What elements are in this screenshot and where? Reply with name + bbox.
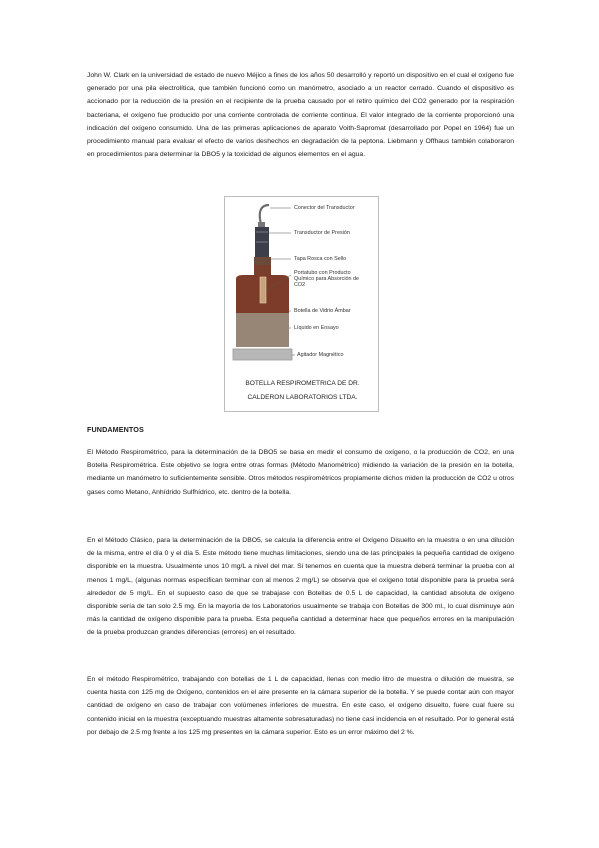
stirrer-label: Agitador Magnético bbox=[297, 352, 344, 358]
section-heading: FUNDAMENTOS bbox=[87, 425, 144, 434]
classic-method-paragraph: En el Método Clásico, para la determinación de la DBO5, se calcula la diferencia entre el Oxígeno Disuelto en la muestra o en una dilución de la misma, entre el día 0 y el día 5. Este método tiene muchas limitaciones, siendo una de las principales la pequeña cantidad de oxígeno disponible en la muestra. Usualmente unos 10 mg/L a nivel del mar. Si tenemos en cuenta que la muestra deberá terminar la prueba con al menos 1 mg/L, (algunas normas especifican terminar con al menos 2 mg/L) se observa que el oxígeno total disponible para la prueba será alrededor de 5 mg/L. En el supuesto caso de que se trabajase con Botellas de 0.5 L de capacidad, la cantidad absoluta de oxígeno disponible sería de tan solo 2.5 mg. En la mayoría de los Laboratorios usualmente se trabaja con Botellas de 300 ml., lo cual disminuye aún más la cantidad de oxígeno disponible para la prueba. Esta pequeña cantidad a determinar hace que pequeños errores en la manipulación de la prueba produzcan grandes diferencias (errores) en el resultado. bbox=[87, 537, 514, 637]
transducer-label: Transductor de Presión bbox=[294, 230, 350, 236]
holder-label: Portatubo con Producto Químico para Absorción de CO2 bbox=[294, 270, 360, 288]
sample-label: Líquido en Ensayo bbox=[294, 325, 339, 331]
fundamentals-paragraph: El Método Respirométrico, para la determinación de la DBO5 se basa en medir el consumo de oxígeno, o la producción de CO2, en una Botella Respirométrica. Este objetivo se logra entre otras formas (Método Manométrico) midiendo la variación de la presión en la botella, mediante un manómetro lo suficientemente sensible. Otros métodos respirométricos propiamente dichos miden la producción de CO2 u otros gases como Metano, Anhídrido Sulfhídrico, etc. dentro de la botella. bbox=[87, 449, 514, 496]
bottle-label: Botella de Vidrio Ámbar bbox=[294, 308, 351, 314]
cap-shape bbox=[254, 257, 271, 265]
intro-paragraph: John W. Clark en la universidad de estado de nuevo Méjico a fines de los años 50 desarrolló y reportó un dispositivo en el cual el oxígeno fue generado por una pila electrolítica, que también funcionó como un manómetro, asociado a un reactor cerrado. Cuando el dispositivo es accionado por la reducción de la presión en el recipiente de la prueba causado por el retiro químico del CO2 generado por la respiración bacteriana, el oxígeno fue producido por una corriente controlada de corriente continua. El valor integrado de la corriente proporcionó una indicación del oxígeno consumido. Una de las primeras aplicaciones de aparato Voith-Sapromat (desarrollado por Popel en 1964) fue un procedimiento manual para evaluar el efecto de varios deshechos en degradación de la peptona. Liebmann y Offhaus también colaboraron en procedimientos para determinar la DBO5 y la toxicidad de algunos elementos en el agua. bbox=[87, 72, 514, 159]
connector-label: Conector del Transductor bbox=[294, 205, 355, 211]
liquid-shape bbox=[236, 313, 289, 347]
figure-caption-line-2: CALDERON LABORATORIOS LTDA. bbox=[247, 394, 358, 401]
respirometric-method-paragraph: En el método Respirométrico, trabajando con botellas de 1 L de capacidad, llenas con medio litro de muestra o dilución de muestra, se cuenta hasta con 125 mg de Oxígeno, contenidos en el aire presente en la cámara superior de la botella. Y se puede contar aún con mayor cantidad de oxígeno en caso de trabajar con volúmenes inferiores de muestra. En este caso, el oxígeno disuelto, fuere cual fuere su contenido inicial en la muestra (exceptuando muestras altamente sobresaturadas) no tiene casi incidencia en el resultado. Por lo general está por debajo de 2.5 mg frente a los 125 mg presentes en la cámara superior. Esto es un error máximo del 2 %. bbox=[87, 676, 514, 736]
respirometric-bottle-figure bbox=[224, 196, 379, 412]
absorber-tube-shape bbox=[260, 277, 266, 303]
figure-caption-line-1: BOTELLA RESPIROMETRICA DE DR. bbox=[245, 380, 360, 387]
cap-label: Tapa Rosca con Sello bbox=[294, 256, 347, 262]
stirrer-shape bbox=[233, 349, 292, 360]
bottle-neck-shape bbox=[254, 265, 271, 275]
connector-shape bbox=[258, 222, 265, 227]
